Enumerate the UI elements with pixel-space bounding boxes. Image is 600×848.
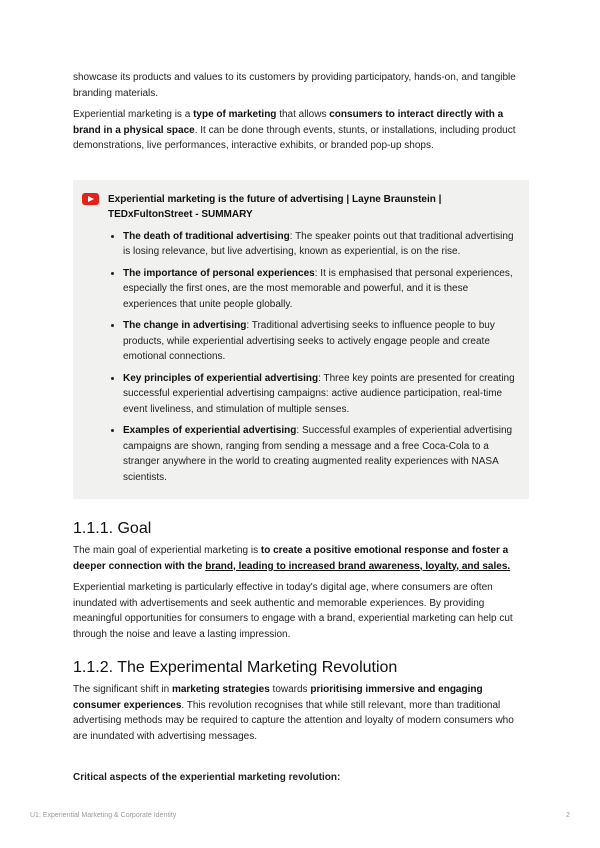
- video-summary-callout: [73, 180, 529, 500]
- goal-paragraph-1: [73, 543, 529, 574]
- youtube-icon[interactable]: [82, 193, 99, 205]
- revolution-p1-text-1: The significant shift in: [73, 684, 172, 695]
- intro-paragraph-1: showcase its products and values to its customers by providing participatory, hands-on, and tangible branding materials.: [73, 72, 516, 99]
- summary-item-heading: The importance of personal experiences: [123, 267, 315, 279]
- goal-p1-bold: to create a positive emotional response and foster a deeper connection with the: [73, 545, 509, 572]
- goal-p1-text: The main goal of experiential marketing is: [73, 545, 261, 556]
- summary-item: [123, 229, 515, 260]
- summary-item: [123, 266, 515, 313]
- summary-item-heading: Examples of experiential advertising: [123, 425, 297, 436]
- summary-list: [85, 229, 515, 486]
- revolution-p1-text-2: towards: [269, 684, 311, 695]
- revolution-heading: 1.1.2. The Experimental Marketing Revolution: [73, 659, 398, 676]
- goal-heading: 1.1.1. Goal: [73, 520, 152, 537]
- intro-p2-text-3: . It can be done through events, stunts, or installations, including product demonstrations, live performances, interactive exhibits, or branded pop-up shops.: [73, 124, 516, 151]
- page-content: [73, 70, 529, 786]
- revolution-p1-bold-1: marketing strategies: [171, 684, 270, 695]
- intro-p2-bold-1: type of marketing: [193, 109, 277, 120]
- goal-p1-bold-underlined: brand, leading to increased brand awareness, loyalty, and sales.: [205, 560, 511, 572]
- goal-paragraph-2: Experiential marketing is particularly effective in today's digital age, where consumers are often inundated with advertisements and seek authentic and memorable experiences. By providing meaningful opportunities for consumers to engage with a brand, experiential marketing can help cut through the noise and leave a lasting impression.: [73, 582, 513, 640]
- summary-item: [123, 318, 515, 365]
- intro-p2-bold-2: consumers to interact directly with a brand in a physical space: [73, 109, 504, 136]
- summary-item-text: : Three key points are presented for creating successful experiential advertising campaigns: active audience participation, real-time event liveliness, and stimulation of multiple senses.: [123, 372, 515, 415]
- revolution-p1-text-3: . This revolution recognises that while still relevant, more than traditional advertising methods may be required to capture the attention and loyalty of modern consumers who are inundated with advertising messages.: [73, 699, 514, 742]
- critical-aspects-label: Critical aspects of the experiential marketing revolution:: [73, 772, 341, 783]
- revolution-paragraph-1: [73, 682, 529, 744]
- summary-item-heading: Key principles of experiential advertising: [123, 372, 319, 384]
- footer-page-number: 2: [566, 812, 570, 819]
- summary-item-heading: The death of traditional advertising: [123, 230, 290, 242]
- revolution-p1-bold-2: prioritising immersive and engaging consumer experiences: [73, 684, 483, 711]
- summary-item-text: : The speaker points out that traditional advertising is losing relevance, but live advertising, known as experiential, is on the rise.: [123, 230, 514, 257]
- intro-p2-text-1: Experiential marketing is a: [73, 109, 194, 120]
- summary-item-text: : It is emphasised that personal experiences, especially the first ones, are the most memorable and powerful, and it is these experiences that unite people globally.: [123, 267, 513, 310]
- intro-paragraph-2: [73, 107, 529, 154]
- footer-document-title: U1: Experiential Marketing & Corporate Identity: [30, 812, 177, 819]
- summary-item-text: : Successful examples of experiential advertising campaigns are shown, ranging from sending a message and a free Coca-Cola to a stranger anywhere in the world to creating augmented reality experiences with NASA scientists.: [123, 425, 513, 483]
- summary-item: [123, 371, 515, 418]
- summary-item-text: : Traditional advertising seeks to influence people to buy products, while experiential advertising seeks to actively engage people and create emotional connections.: [123, 320, 495, 362]
- intro-p2-text-2: that allows: [276, 109, 330, 120]
- video-title-link[interactable]: Experiential marketing is the future of advertising | Layne Braunstein | TEDxFultonStreet - SUMMARY: [108, 193, 442, 220]
- summary-item: [123, 423, 515, 485]
- summary-item-heading: The change in advertising: [123, 320, 247, 331]
